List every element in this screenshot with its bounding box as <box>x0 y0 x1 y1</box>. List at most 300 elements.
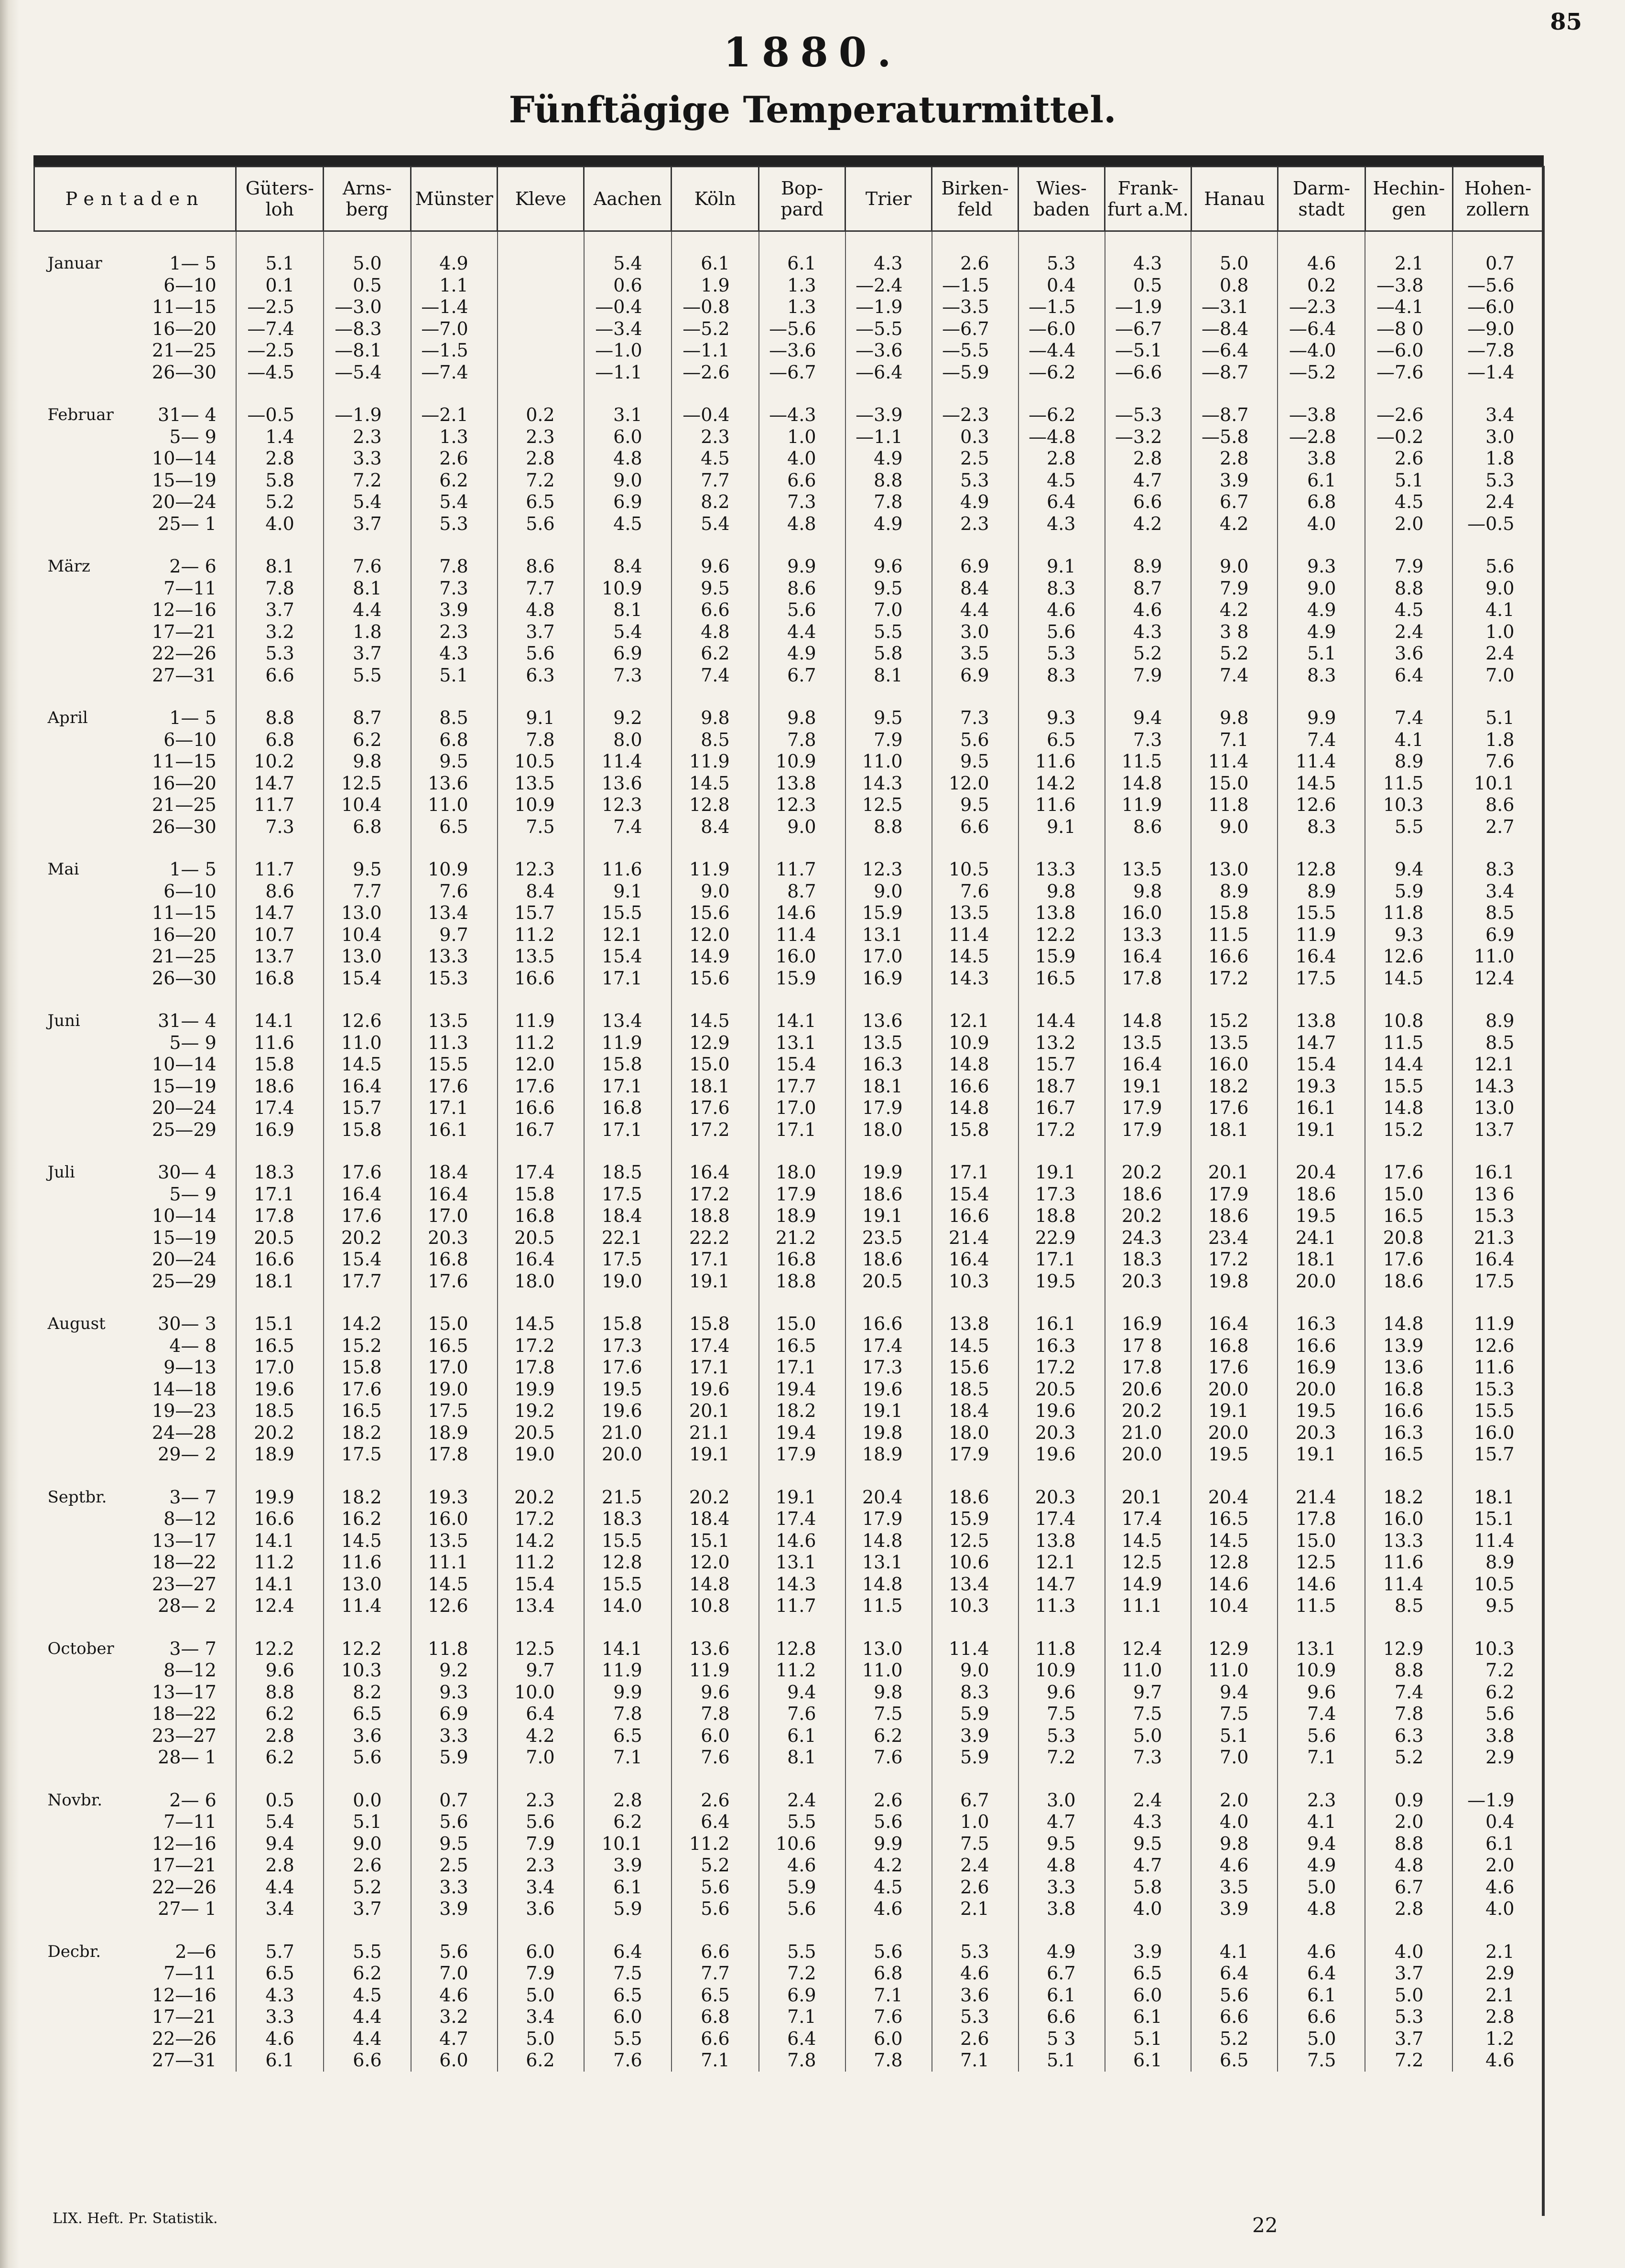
temperature-cell: —5.8 <box>1191 426 1278 448</box>
pentade-label: 17—21 <box>152 621 217 642</box>
temperature-cell: 11.0 <box>1191 1660 1278 1682</box>
column-header-pentaden: Pentaden <box>34 167 236 231</box>
temperature-cell: 15.1 <box>672 1530 759 1552</box>
temperature-cell: 17.7 <box>324 1271 411 1293</box>
temperature-cell: 4.6 <box>1105 599 1192 621</box>
pentade-label: 21—25 <box>152 946 217 967</box>
temperature-cell: 16.9 <box>1278 1357 1365 1379</box>
temperature-cell: 7.3 <box>759 491 845 513</box>
temperature-cell: 20.4 <box>845 1487 932 1509</box>
temperature-cell: 2.8 <box>1452 2006 1543 2028</box>
row-label-cell <box>34 621 236 643</box>
temperature-cell: 9.0 <box>1191 816 1278 838</box>
temperature-cell: 13.4 <box>498 1595 584 1617</box>
temperature-cell: 4.1 <box>1191 1941 1278 1963</box>
temperature-cell: 10.7 <box>236 924 324 946</box>
temperature-cell: 4.4 <box>324 599 411 621</box>
temperature-cell: 6.8 <box>1278 491 1365 513</box>
temperature-cell: 6.1 <box>672 253 759 275</box>
temperature-cell: 6.0 <box>584 2006 672 2028</box>
temperature-cell: 6.9 <box>759 1985 845 2007</box>
row-label-cell <box>34 1508 236 1530</box>
temperature-cell: 14.2 <box>1018 773 1105 795</box>
temperature-cell: 15.0 <box>1191 773 1278 795</box>
temperature-cell: 5.6 <box>498 643 584 665</box>
temperature-cell: 8.8 <box>1365 1833 1452 1855</box>
temperature-cell: 16.6 <box>845 1313 932 1335</box>
temperature-cell: 7.4 <box>1278 1703 1365 1725</box>
temperature-cell: 14.5 <box>498 1313 584 1335</box>
temperature-cell: 5.5 <box>1365 816 1452 838</box>
temperature-cell: 11.9 <box>584 1660 672 1682</box>
temperature-cell: —2.5 <box>236 340 324 362</box>
temperature-cell: 3.7 <box>1365 1963 1452 1985</box>
temperature-cell: —5.5 <box>845 318 932 340</box>
temperature-cell: 6.9 <box>584 491 672 513</box>
temperature-cell: 5.0 <box>1191 253 1278 275</box>
temperature-cell: —7.4 <box>236 318 324 340</box>
temperature-cell: 6.2 <box>672 643 759 665</box>
temperature-cell: 17.8 <box>1105 1357 1192 1379</box>
temperature-cell: 4.8 <box>1018 1855 1105 1877</box>
temperature-cell: 12.6 <box>324 1010 411 1032</box>
temperature-cell: 0.7 <box>1452 253 1543 275</box>
temperature-cell: 2.9 <box>1452 1747 1543 1769</box>
temperature-cell: 20.3 <box>1278 1422 1365 1444</box>
temperature-cell: 2.6 <box>672 1790 759 1812</box>
temperature-cell: 7.1 <box>932 2050 1018 2072</box>
table-row <box>34 1855 1543 1877</box>
temperature-cell: 7.4 <box>1278 729 1365 751</box>
temperature-cell: 20.2 <box>498 1487 584 1509</box>
temperature-cell: 3.8 <box>1278 448 1365 470</box>
temperature-cell: 17.8 <box>498 1357 584 1379</box>
table-row <box>34 2028 1543 2050</box>
temperature-cell: 2.6 <box>845 1790 932 1812</box>
temperature-cell: 3.7 <box>498 621 584 643</box>
temperature-cell: 17.1 <box>1018 1249 1105 1271</box>
table-row <box>34 1682 1543 1704</box>
temperature-cell: 13.0 <box>1452 1097 1543 1119</box>
temperature-cell: 13.0 <box>324 902 411 924</box>
temperature-cell: 2.6 <box>324 1855 411 1877</box>
temperature-cell: 8.3 <box>1018 578 1105 600</box>
temperature-cell: 16.6 <box>236 1249 324 1271</box>
temperature-cell: 6.9 <box>1452 924 1543 946</box>
temperature-cell: 13.5 <box>845 1032 932 1054</box>
temperature-cell: 17.2 <box>1191 968 1278 990</box>
temperature-cell: 7.9 <box>1191 578 1278 600</box>
temperature-cell: 8.4 <box>498 881 584 903</box>
temperature-cell: 13.6 <box>845 1010 932 1032</box>
temperature-cell: 17.8 <box>236 1205 324 1227</box>
temperature-cell: 4.5 <box>1365 599 1452 621</box>
temperature-cell: 8.9 <box>1278 881 1365 903</box>
temperature-cell: 16.5 <box>1365 1205 1452 1227</box>
temperature-cell: 5.1 <box>1191 1725 1278 1747</box>
row-label-cell <box>34 1638 236 1660</box>
temperature-cell: 12.6 <box>1365 946 1452 968</box>
temperature-cell: 16.6 <box>498 968 584 990</box>
temperature-cell: 5.3 <box>1018 253 1105 275</box>
row-label-cell <box>34 318 236 340</box>
temperature-cell: 18.8 <box>1018 1205 1105 1227</box>
row-label-cell <box>34 599 236 621</box>
temperature-cell: 1.0 <box>759 426 845 448</box>
temperature-cell: 12.6 <box>1278 794 1365 816</box>
temperature-cell: 10.3 <box>324 1660 411 1682</box>
temperature-cell: 4.6 <box>759 1855 845 1877</box>
column-header-station: Hohen- zollern <box>1452 167 1543 231</box>
temperature-cell: 8.4 <box>932 578 1018 600</box>
temperature-cell: —1.4 <box>1452 362 1543 384</box>
temperature-cell: 5.3 <box>932 470 1018 492</box>
temperature-cell: 3.5 <box>932 643 1018 665</box>
row-label-cell <box>34 1898 236 1920</box>
table-row <box>34 1054 1543 1076</box>
temperature-cell: 1.8 <box>1452 448 1543 470</box>
temperature-cell: 4.0 <box>1365 1941 1452 1963</box>
temperature-cell: 5.5 <box>324 665 411 687</box>
temperature-cell: 18.6 <box>1191 1205 1278 1227</box>
temperature-cell: 17.4 <box>236 1097 324 1119</box>
temperature-cell: 14.6 <box>1278 1574 1365 1596</box>
temperature-cell: 12.1 <box>1018 1552 1105 1574</box>
temperature-cell: 13.5 <box>411 1010 498 1032</box>
temperature-cell: 10.9 <box>411 859 498 881</box>
row-label-cell <box>34 1552 236 1574</box>
temperature-cell: 13.1 <box>845 1552 932 1574</box>
pentade-label: 16—20 <box>152 924 217 945</box>
month-label: Septbr. <box>47 1487 107 1507</box>
row-label-cell <box>34 665 236 687</box>
temperature-cell: 6.9 <box>584 643 672 665</box>
row-label-cell <box>34 1963 236 1985</box>
temperature-cell: 17.9 <box>1105 1119 1192 1141</box>
temperature-cell: —6.7 <box>932 318 1018 340</box>
temperature-cell: 10.2 <box>236 751 324 773</box>
temperature-cell: 9.1 <box>584 881 672 903</box>
temperature-cell: 7.9 <box>1105 665 1192 687</box>
temperature-cell: —7.8 <box>1452 340 1543 362</box>
temperature-cell: 14.8 <box>1105 1010 1192 1032</box>
row-label-cell <box>34 1335 236 1357</box>
temperature-cell: 11.4 <box>584 751 672 773</box>
table-row <box>34 556 1543 578</box>
temperature-cell: 4.6 <box>1278 1941 1365 1963</box>
temperature-cell: 9.4 <box>236 1833 324 1855</box>
temperature-cell: 13.5 <box>932 902 1018 924</box>
temperature-cell: 16.6 <box>498 1097 584 1119</box>
group-spacer <box>34 1292 1543 1313</box>
temperature-cell: 5.6 <box>1278 1725 1365 1747</box>
temperature-cell: 11.1 <box>411 1552 498 1574</box>
table-row <box>34 1400 1543 1422</box>
column-header-station: Kleve <box>498 167 584 231</box>
temperature-cell: —1.9 <box>1105 296 1192 318</box>
temperature-cell: 13.5 <box>1105 859 1192 881</box>
pentade-label: 16—20 <box>152 318 217 339</box>
temperature-cell: 4.7 <box>411 2028 498 2050</box>
temperature-cell: 2.8 <box>498 448 584 470</box>
temperature-cell: 17.9 <box>759 1444 845 1466</box>
temperature-cell: 17.0 <box>236 1357 324 1379</box>
temperature-cell: —0.5 <box>1452 513 1543 535</box>
temperature-cell: 15.1 <box>1452 1508 1543 1530</box>
temperature-cell: 11.7 <box>236 794 324 816</box>
temperature-cell: 6.7 <box>1191 491 1278 513</box>
temperature-cell: 8.8 <box>845 816 932 838</box>
temperature-cell: 20.5 <box>1018 1379 1105 1401</box>
temperature-cell: 11.4 <box>1278 751 1365 773</box>
temperature-cell: 2.5 <box>411 1855 498 1877</box>
temperature-cell: 15.5 <box>584 902 672 924</box>
temperature-cell: 5.6 <box>759 1898 845 1920</box>
temperature-cell: 13.1 <box>1278 1638 1365 1660</box>
temperature-cell: 18.4 <box>584 1205 672 1227</box>
temperature-cell: 17.6 <box>1191 1357 1278 1379</box>
pentade-label: 23—27 <box>152 1573 217 1595</box>
temperature-cell: 4.7 <box>1018 1811 1105 1833</box>
temperature-cell: 19.9 <box>845 1162 932 1184</box>
row-label-cell <box>34 707 236 729</box>
temperature-cell: 14.8 <box>932 1054 1018 1076</box>
row-label-cell <box>34 340 236 362</box>
temperature-cell: 16.5 <box>1365 1444 1452 1466</box>
temperature-cell: 11.7 <box>759 1595 845 1617</box>
temperature-cell: 14.4 <box>1365 1054 1452 1076</box>
temperature-cell: 19.9 <box>236 1487 324 1509</box>
temperature-cell: 9.1 <box>1018 816 1105 838</box>
temperature-cell: 15.2 <box>324 1335 411 1357</box>
temperature-cell: 0.4 <box>1018 275 1105 297</box>
temperature-cell: 10.9 <box>1018 1660 1105 1682</box>
temperature-cell: 16.4 <box>498 1249 584 1271</box>
temperature-cell: 17.0 <box>411 1205 498 1227</box>
row-label-cell <box>34 1076 236 1098</box>
temperature-cell: 15.7 <box>1018 1054 1105 1076</box>
temperature-cell: 1.8 <box>1452 729 1543 751</box>
temperature-cell: 4.8 <box>498 599 584 621</box>
temperature-cell: 15.7 <box>324 1097 411 1119</box>
temperature-cell <box>498 340 584 362</box>
temperature-cell: —3.0 <box>324 296 411 318</box>
table-row <box>34 362 1543 384</box>
temperature-cell: 4.6 <box>845 1898 932 1920</box>
temperature-cell: 16.4 <box>1105 1054 1192 1076</box>
table-row <box>34 1205 1543 1227</box>
temperature-cell: 18.5 <box>584 1162 672 1184</box>
temperature-cell: 7.1 <box>845 1985 932 2007</box>
temperature-cell: 20.0 <box>1278 1271 1365 1293</box>
temperature-cell: 1.8 <box>324 621 411 643</box>
pentade-label: 28— 2 <box>158 1595 217 1616</box>
temperature-cell: 15.2 <box>1365 1119 1452 1141</box>
table-row <box>34 599 1543 621</box>
column-header-station: Münster <box>411 167 498 231</box>
row-label-cell <box>34 794 236 816</box>
temperature-cell: 9.3 <box>1018 707 1105 729</box>
temperature-cell: 2.1 <box>1452 1985 1543 2007</box>
temperature-cell: 20.5 <box>845 1271 932 1293</box>
temperature-cell: 6.5 <box>584 1725 672 1747</box>
temperature-cell: 15.9 <box>759 968 845 990</box>
month-label: Juni <box>47 1011 80 1030</box>
temperature-cell: 3.0 <box>1018 1790 1105 1812</box>
pentade-label: 26—30 <box>152 816 217 837</box>
temperature-cell: 7.5 <box>1105 1703 1192 1725</box>
temperature-cell: 6.5 <box>236 1963 324 1985</box>
temperature-cell: 15.8 <box>236 1054 324 1076</box>
temperature-cell: 0.3 <box>932 426 1018 448</box>
temperature-cell: 6.7 <box>1365 1877 1452 1899</box>
temperature-cell: 15.8 <box>584 1313 672 1335</box>
temperature-cell: 7.8 <box>845 491 932 513</box>
right-border <box>1542 166 1545 2216</box>
temperature-cell: 19.1 <box>845 1400 932 1422</box>
table-row <box>34 253 1543 275</box>
temperature-cell: 4.3 <box>1018 513 1105 535</box>
temperature-table <box>33 166 1544 2072</box>
temperature-cell: 8.8 <box>1365 1660 1452 1682</box>
temperature-cell: 17.1 <box>411 1097 498 1119</box>
scan-edge <box>0 0 19 2268</box>
temperature-cell: 13.6 <box>1365 1357 1452 1379</box>
temperature-cell: 17.6 <box>498 1076 584 1098</box>
temperature-cell: 9.0 <box>759 816 845 838</box>
temperature-cell: 6.2 <box>584 1811 672 1833</box>
temperature-cell: 20.0 <box>1191 1379 1278 1401</box>
row-label-cell <box>34 426 236 448</box>
temperature-cell: 20.8 <box>1365 1227 1452 1249</box>
temperature-cell: 6.8 <box>845 1963 932 1985</box>
temperature-cell: 4.6 <box>1452 1877 1543 1899</box>
temperature-cell: 6.5 <box>411 816 498 838</box>
temperature-cell: 8.9 <box>1191 881 1278 903</box>
row-label-cell <box>34 404 236 426</box>
temperature-cell: —1.0 <box>584 340 672 362</box>
temperature-cell: 15.0 <box>1365 1184 1452 1206</box>
pentade-label: 11—15 <box>152 751 217 772</box>
temperature-cell: 18.1 <box>1278 1249 1365 1271</box>
temperature-cell: 3.9 <box>1191 1898 1278 1920</box>
row-label-cell <box>34 2006 236 2028</box>
temperature-cell: —3.2 <box>1105 426 1192 448</box>
temperature-cell: —5.2 <box>1278 362 1365 384</box>
pentade-label: 13—17 <box>152 1530 217 1551</box>
temperature-cell: 4.3 <box>1105 621 1192 643</box>
temperature-cell: 9.0 <box>584 470 672 492</box>
temperature-cell: 16.0 <box>411 1508 498 1530</box>
temperature-cell: 13.8 <box>1018 902 1105 924</box>
temperature-cell: 15.5 <box>1365 1076 1452 1098</box>
temperature-cell: 5.3 <box>1452 470 1543 492</box>
temperature-cell: 20.5 <box>498 1422 584 1444</box>
temperature-cell: 13.3 <box>411 946 498 968</box>
row-label-cell <box>34 1790 236 1812</box>
temperature-cell: 6.5 <box>1018 729 1105 751</box>
temperature-cell: 15.3 <box>411 968 498 990</box>
temperature-cell: 0.0 <box>324 1790 411 1812</box>
temperature-cell: 2.7 <box>1452 816 1543 838</box>
temperature-cell: 13.4 <box>584 1010 672 1032</box>
temperature-cell: 3.9 <box>1191 470 1278 492</box>
temperature-cell: 4.6 <box>1018 599 1105 621</box>
temperature-cell: —3.4 <box>584 318 672 340</box>
temperature-cell: 22.1 <box>584 1227 672 1249</box>
temperature-cell: 17.5 <box>584 1249 672 1271</box>
table-row <box>34 1941 1543 1963</box>
temperature-cell: 5.1 <box>1105 2028 1192 2050</box>
row-label-cell <box>34 968 236 990</box>
temperature-cell: —6.4 <box>1278 318 1365 340</box>
temperature-cell: 16.4 <box>1452 1249 1543 1271</box>
temperature-cell: —5.3 <box>1105 404 1192 426</box>
temperature-cell: 7.7 <box>672 1963 759 1985</box>
column-header-station: Trier <box>845 167 932 231</box>
temperature-cell: 16.5 <box>324 1400 411 1422</box>
group-spacer <box>34 1769 1543 1790</box>
temperature-cell: 7.6 <box>324 556 411 578</box>
temperature-cell: 12.5 <box>1278 1552 1365 1574</box>
temperature-cell: 15.9 <box>1018 946 1105 968</box>
temperature-cell: 4.2 <box>845 1855 932 1877</box>
temperature-cell: 17.3 <box>1018 1184 1105 1206</box>
pentade-label: 7—11 <box>163 1963 217 1984</box>
temperature-cell: 20.0 <box>584 1444 672 1466</box>
temperature-cell: 18.2 <box>1365 1487 1452 1509</box>
temperature-cell: 4.6 <box>411 1985 498 2007</box>
temperature-cell: 5.6 <box>1018 621 1105 643</box>
temperature-cell: 17.4 <box>672 1335 759 1357</box>
temperature-cell: —4.8 <box>1018 426 1105 448</box>
temperature-cell: 9.9 <box>1278 707 1365 729</box>
pentade-label: 31— 4 <box>158 1010 217 1031</box>
column-header-station: Arns- berg <box>324 167 411 231</box>
temperature-cell: 6.0 <box>845 2028 932 2050</box>
table-row <box>34 859 1543 881</box>
temperature-cell: 2.4 <box>1452 491 1543 513</box>
temperature-cell: 14.0 <box>584 1595 672 1617</box>
temperature-cell: 19.6 <box>1018 1444 1105 1466</box>
temperature-cell: 19.1 <box>845 1205 932 1227</box>
temperature-cell: —4.4 <box>1018 340 1105 362</box>
table-row <box>34 621 1543 643</box>
temperature-cell: —3.6 <box>845 340 932 362</box>
table-row <box>34 1898 1543 1920</box>
temperature-cell: 11.9 <box>1278 924 1365 946</box>
temperature-cell: 18.2 <box>1191 1076 1278 1098</box>
temperature-cell: 7.2 <box>324 470 411 492</box>
pentade-label: 30— 3 <box>158 1313 217 1334</box>
table-row <box>34 491 1543 513</box>
temperature-cell: 19.9 <box>498 1379 584 1401</box>
temperature-cell: 7.1 <box>759 2006 845 2028</box>
table-row <box>34 1162 1543 1184</box>
temperature-cell: 5.4 <box>672 513 759 535</box>
temperature-cell: 17.6 <box>584 1357 672 1379</box>
temperature-cell: 6.0 <box>672 1725 759 1747</box>
temperature-cell: 8.4 <box>672 816 759 838</box>
table-row <box>34 1010 1543 1032</box>
temperature-cell: 6.2 <box>498 2050 584 2072</box>
temperature-cell: 9.8 <box>1191 1833 1278 1855</box>
temperature-cell: 13.8 <box>1278 1010 1365 1032</box>
temperature-cell: 7.6 <box>411 881 498 903</box>
temperature-cell: —0.2 <box>1365 426 1452 448</box>
temperature-cell: 17.9 <box>845 1097 932 1119</box>
temperature-cell: 11.9 <box>672 751 759 773</box>
